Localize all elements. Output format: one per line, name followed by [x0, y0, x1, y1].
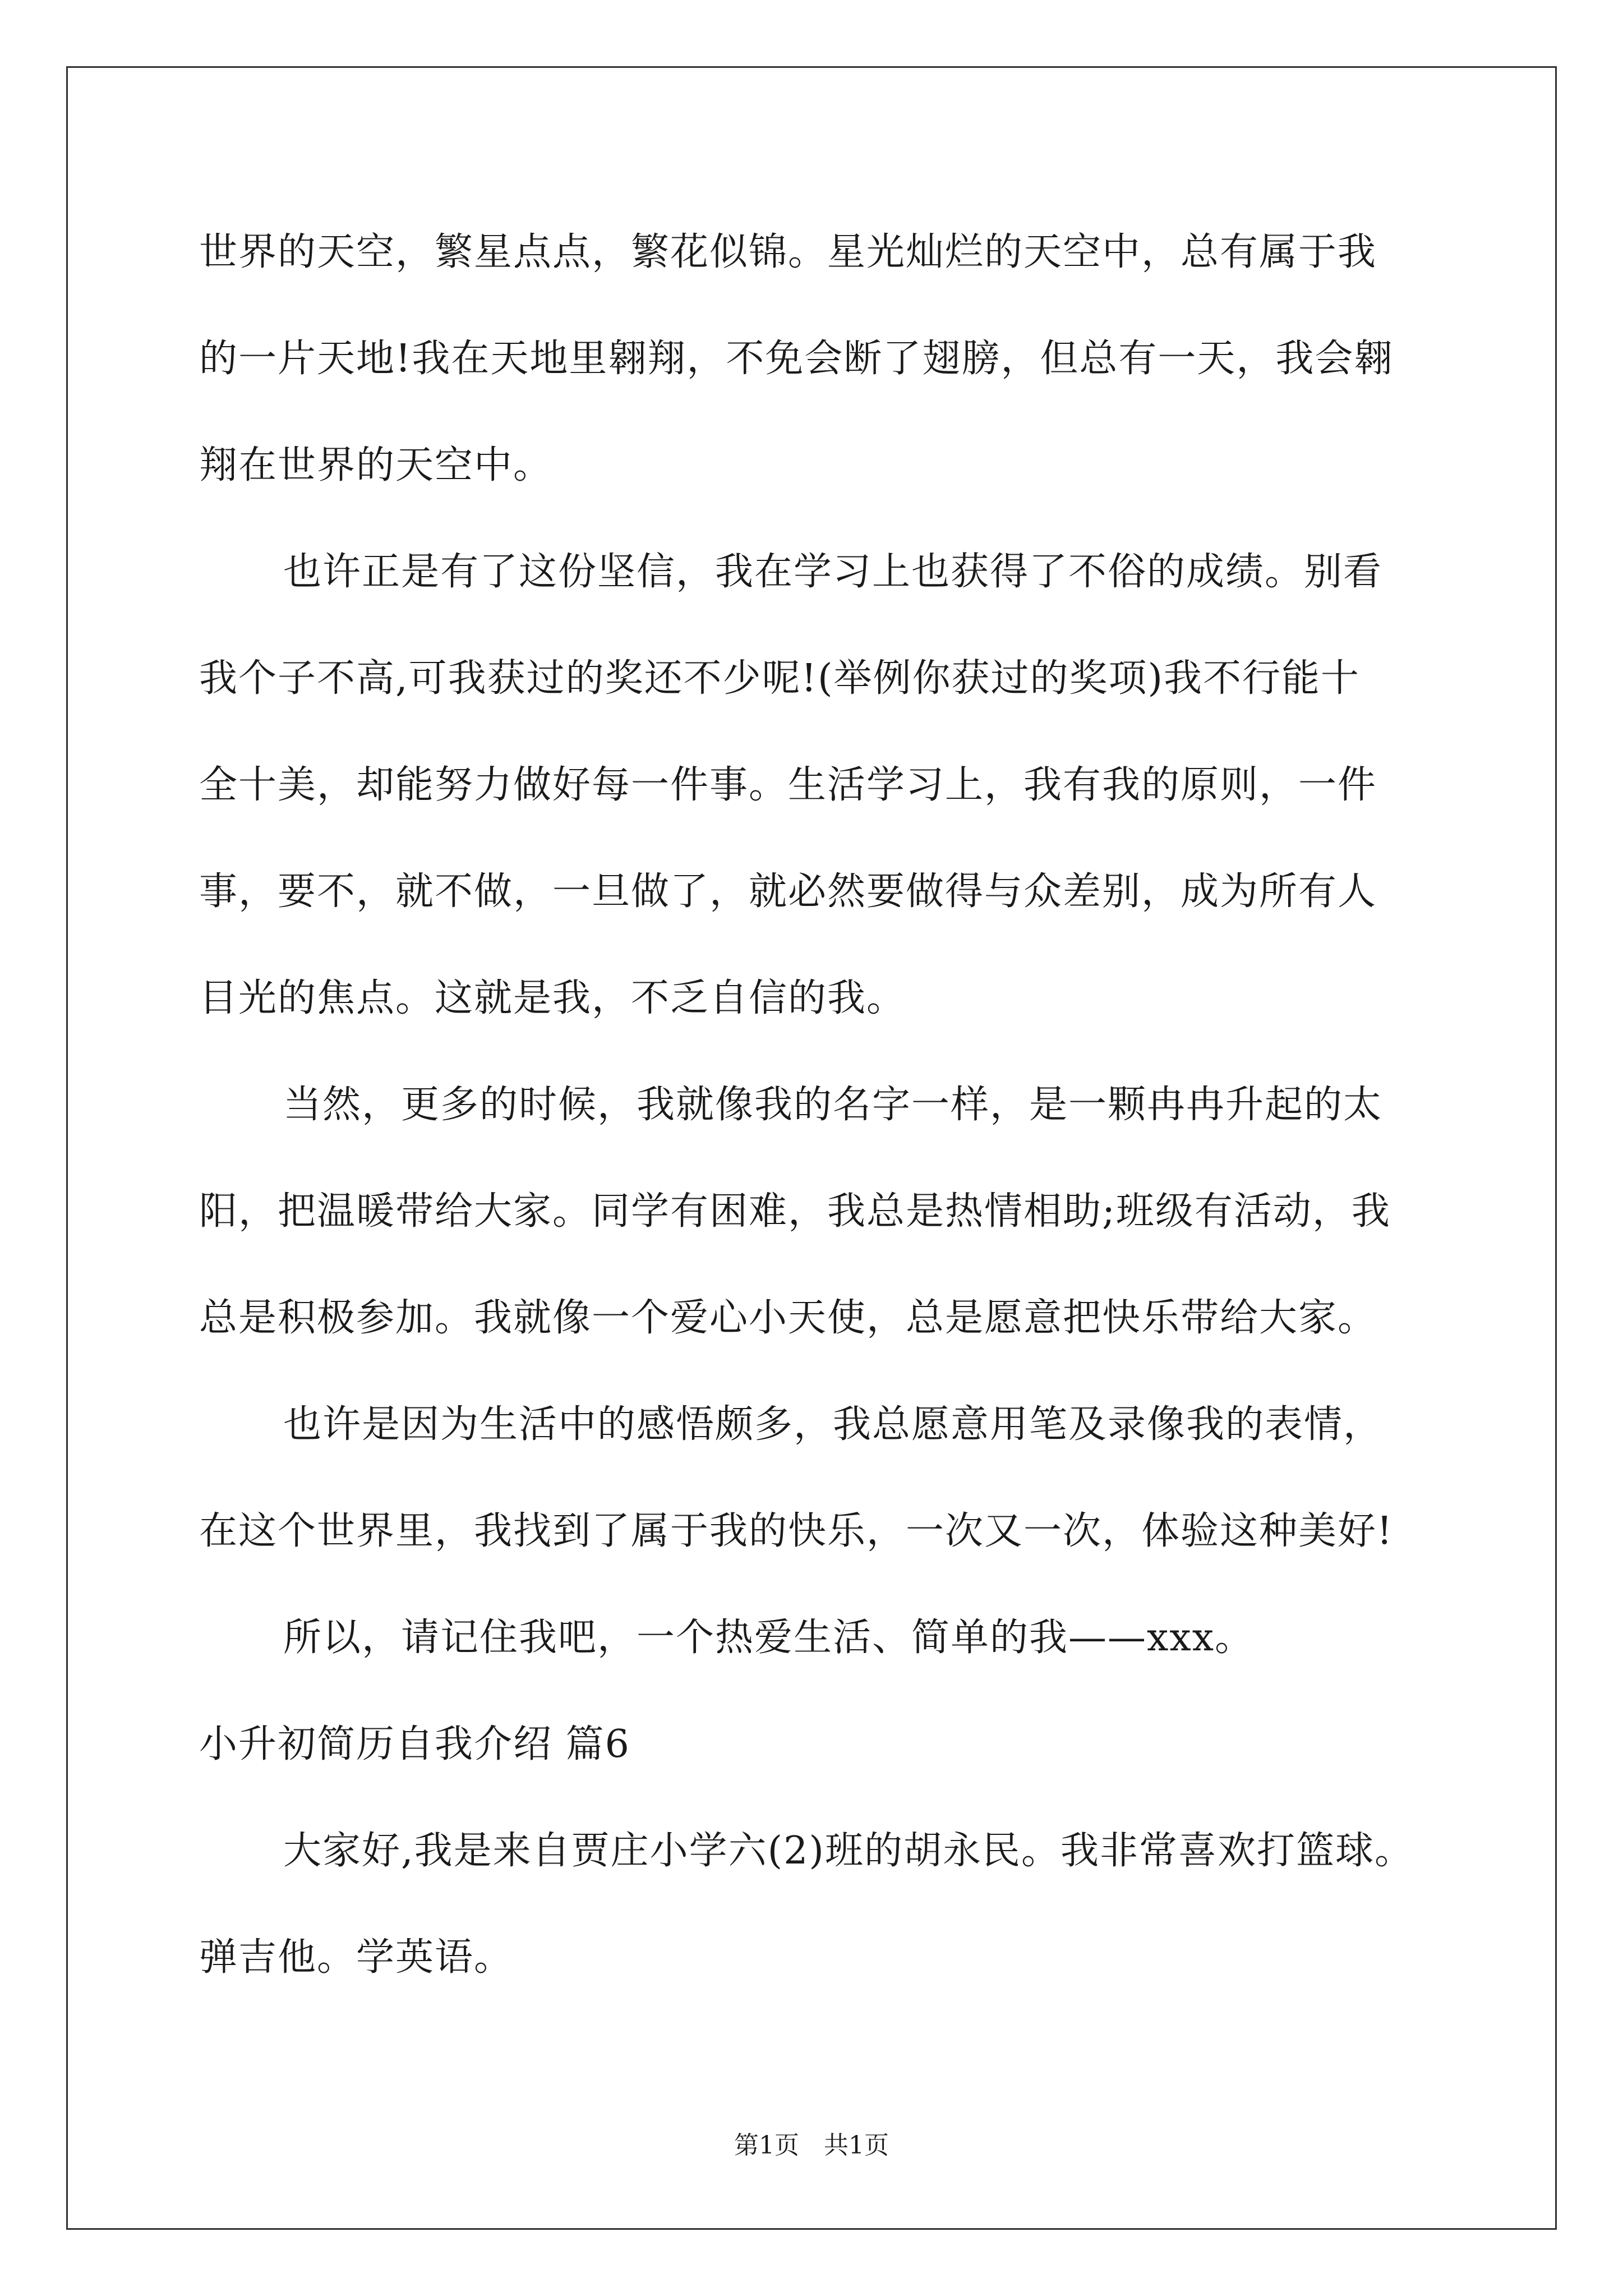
paragraph-line: 在这个世界里，我找到了属于我的快乐，一次又一次，体验这种美好!	[199, 1509, 1394, 1553]
page-number-footer: 第1页 共1页	[734, 2131, 889, 2160]
paragraph-line: 全十美，却能努力做好每一件事。生活学习上，我有我的原则，一件	[199, 763, 1377, 807]
paragraph-line: 大家好,我是来自贾庄小学六(2)班的胡永民。我非常喜欢打篮球。	[283, 1829, 1414, 1873]
page-border	[66, 66, 1557, 2230]
paragraph-line: 翔在世界的天空中。	[199, 443, 553, 487]
paragraph-line: 事，要不，就不做，一旦做了，就必然要做得与众差别，成为所有人	[199, 869, 1377, 914]
paragraph-line: 也许正是有了这份坚信，我在学习上也获得了不俗的成绩。别看	[283, 550, 1383, 594]
paragraph-line: 弹吉他。学英语。	[199, 1935, 514, 1980]
paragraph-line: 总是积极参加。我就像一个爱心小天使，总是愿意把快乐带给大家。	[199, 1296, 1377, 1340]
paragraph-line: 阳，把温暖带给大家。同学有困难，我总是热情相助;班级有活动，我	[199, 1189, 1391, 1234]
paragraph-line: 所以，请记住我吧，一个热爱生活、简单的我——xxx。	[283, 1616, 1255, 1660]
paragraph-line: 世界的天空，繁星点点，繁花似锦。星光灿烂的天空中，总有属于我	[199, 230, 1377, 274]
section-heading: 小升初简历自我介绍 篇6	[199, 1722, 630, 1766]
paragraph-line: 目光的焦点。这就是我，不乏自信的我。	[199, 976, 906, 1020]
paragraph-line: 也许是因为生活中的感悟颇多，我总愿意用笔及录像我的表情，	[283, 1402, 1383, 1447]
paragraph-line: 的一片天地!我在天地里翱翔，不免会断了翅膀，但总有一天，我会翱	[199, 337, 1394, 381]
paragraph-line: 我个子不高,可我获过的奖还不少呢!(举例你获过的奖项)我不行能十	[199, 656, 1361, 701]
paragraph-line: 当然，更多的时候，我就像我的名字一样，是一颗冉冉升起的太	[283, 1083, 1383, 1127]
